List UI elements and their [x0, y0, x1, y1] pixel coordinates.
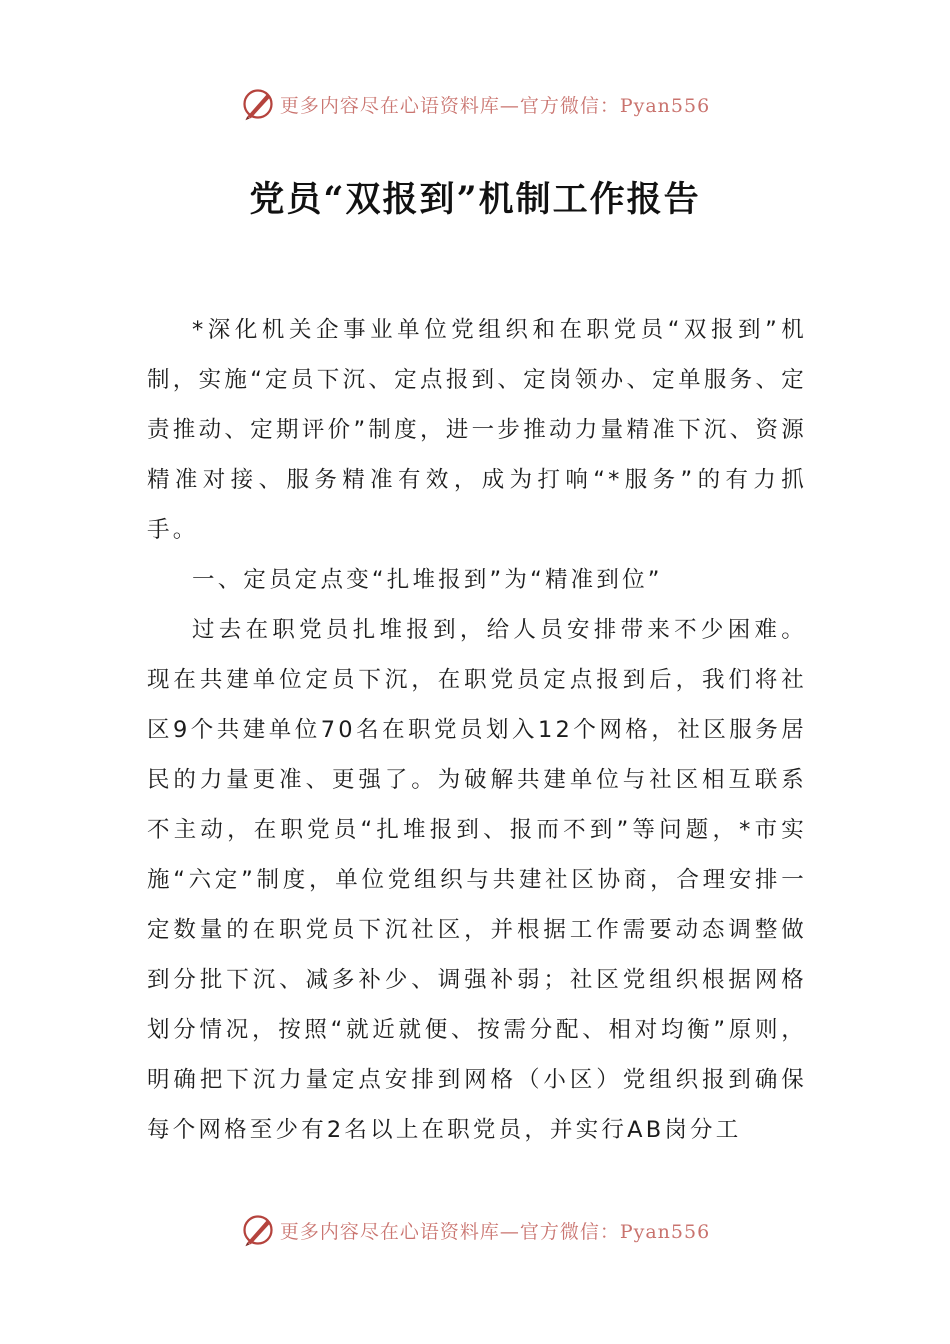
document-body: [147, 305, 807, 1155]
pen-logo-icon: [240, 86, 276, 122]
paragraph-intro: *深化机关企事业单位党组织和在职党员“双报到”机制，实施“定员下沉、定点报到、定岗领办、定单服务、定责推动、定期评价”制度，进一步推动力量精准下沉、资源精准对接、服务精准有效，成为打响“*服务”的有力抓手。: [147, 317, 807, 543]
footer-banner: [0, 1210, 950, 1250]
header-banner-text: 更多内容尽在心语资料库—官方微信：Pyan556: [279, 94, 711, 117]
document-title: 党员“双报到”机制工作报告: [249, 179, 701, 220]
section-heading: 一、定员定点变“扎堆报到”为“精准到位”: [192, 567, 663, 593]
footer-banner-text: 更多内容尽在心语资料库—官方微信：Pyan556: [279, 1220, 711, 1243]
pen-logo-icon: [240, 1212, 276, 1248]
paragraph-section-1: 过去在职党员扎堆报到，给人员安排带来不少困难。现在共建单位定员下沉，在职党员定点报到后，我们将社区9个共建单位70名在职党员划入12个网格，社区服务居民的力量更准、更强了。为破解共建单位与社区相互联系不主动，在职党员“扎堆报到、报而不到”等问题，*市实施“六定”制度，单位党组织与共建社区协商，合理安排一定数量的在职党员下沉社区，并根据工作需要动态调整做到分批下沉、减多补少、调强补弱；社区党组织根据网格划分情况，按照“就近就便、按需分配、相对均衡”原则，明确把下沉力量定点安排到网格（小区）党组织报到确保每个网格至少有2名以上在职党员，并实行AB岗分工: [147, 617, 807, 1143]
header-banner: [0, 84, 950, 124]
